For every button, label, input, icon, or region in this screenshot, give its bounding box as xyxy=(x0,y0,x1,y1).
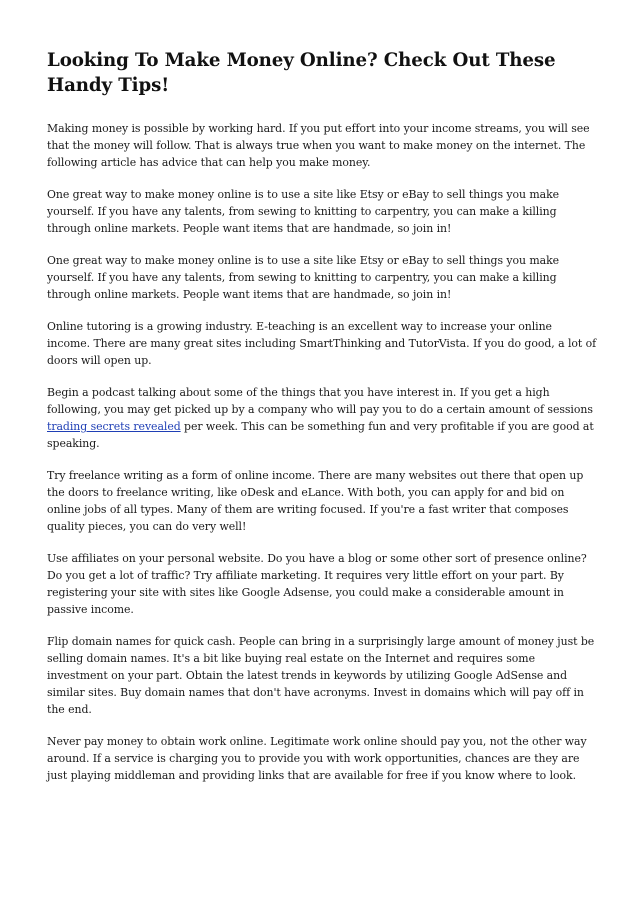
paragraph-never-pay: Never pay money to obtain work online. Legitimate work online should pay you, not the other way around. If a service is charging you to provide you with work opportunities, chances are they are just playing middleman and providing links that are available for free if you know where to look. xyxy=(47,735,587,782)
trading-secrets-link[interactable]: trading secrets revealed xyxy=(47,420,181,433)
podcast-text-before: Begin a podcast talking about some of the things that you have interest in. If you get a high following, you may get picked up by a company who will pay you to do a certain amount of sessions xyxy=(47,386,593,416)
paragraph-etsy: One great way to make money online is to use a site like Etsy or eBay to sell things you make yourself. If you have any talents, from sewing to knitting to carpentry, you can make a killing through online markets. People want items that are handmade, so join in! xyxy=(47,188,560,235)
paragraph-intro: Making money is possible by working hard. If you put effort into your income streams, you will see that the money will follow. That is always true when you want to make money on the internet. The following article has advice that can help you make money. xyxy=(47,122,590,169)
paragraph-freelance: Try freelance writing as a form of online income. There are many websites out there that open up the doors to freelance writing, like oDesk and eLance. With both, you can apply for and bid on online jobs of all types. Many of them are writing focused. If you're a fast writer that composes quality pieces, you can do very well! xyxy=(47,469,584,533)
paragraph-tutoring: Online tutoring is a growing industry. E-teaching is an excellent way to increase your online income. There are many great sites including SmartThinking and TutorVista. If you do good, a lot of doors will open up. xyxy=(47,320,597,367)
article-title: Looking To Make Money Online? Check Out These Handy Tips! xyxy=(47,50,556,96)
document-page xyxy=(47,48,597,799)
podcast-text-after: per week. This can be something fun and very profitable if you are good at speaking. xyxy=(47,420,594,450)
paragraph-podcast xyxy=(47,384,597,452)
paragraph-etsy-repeat: One great way to make money online is to use a site like Etsy or eBay to sell things you make yourself. If you have any talents, from sewing to knitting to carpentry, you can make a killing through online markets. People want items that are handmade, so join in! xyxy=(47,254,560,301)
paragraph-domains: Flip domain names for quick cash. People can bring in a surprisingly large amount of money just be selling domain names. It's a bit like buying real estate on the Internet and requires some investment on your part. Obtain the latest trends in keywords by utilizing Google AdSense and similar sites. Buy domain names that don't have acronyms. Invest in domains which will pay off in the end. xyxy=(47,635,595,716)
paragraph-affiliates: Use affiliates on your personal website. Do you have a blog or some other sort of presence online? Do you get a lot of traffic? Try affiliate marketing. It requires very little effort on your part. By registering your site with sites like Google Adsense, you could make a considerable amount in passive income. xyxy=(47,552,587,616)
